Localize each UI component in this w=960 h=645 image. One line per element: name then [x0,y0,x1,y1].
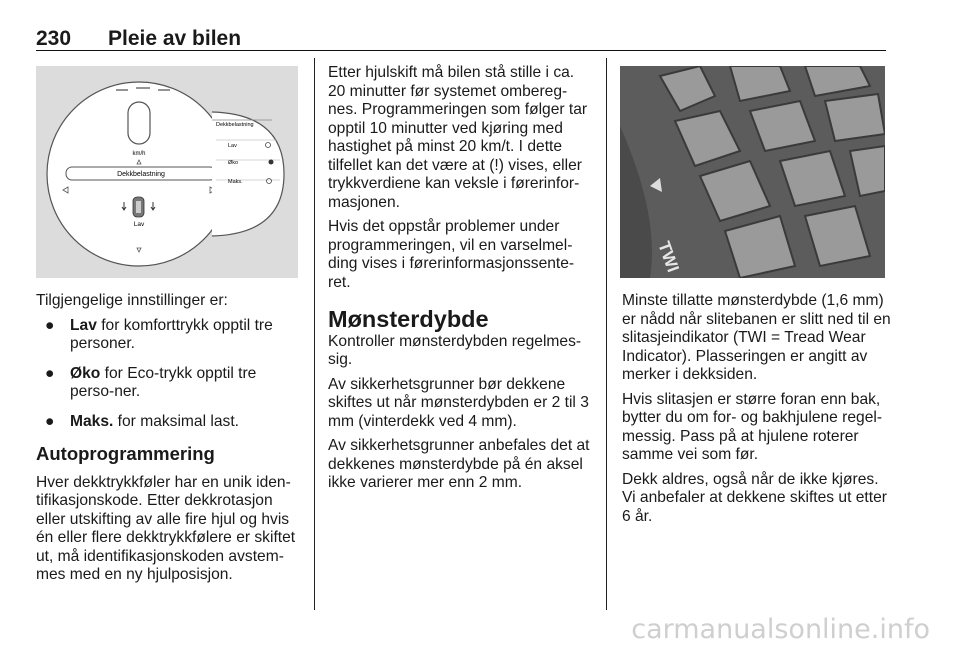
page-header [36,20,886,51]
autoprogrammering-paragraph: Hver dekktrykkføler har en unik iden-tifikasjonskode. Etter dekkrotasjon eller utskifting av alle fire hjul og hvis én eller flere dekktrykkfølere er skiftet ut, må identifikasjonskoden avstem-mes med en ny hjulposisjon. [36,473,296,583]
settings-intro: Tilgjengelige innstillinger er: [36,292,228,309]
rotation-paragraph: Hvis slitasjen er større foran enn bak, bytter du om for- og bakhjulene regel-messig. Pass på at hjulene roterer samme vei som før. [622,390,883,463]
speed-unit-label: km/h [132,151,146,157]
column-left [36,292,304,591]
current-setting-label: Lav [133,221,145,228]
bullet-term: Maks. [70,412,114,430]
tread-depth-heading: Mønsterdybde [328,306,489,332]
page-footer [0,612,960,645]
column-divider-right [606,58,607,610]
page-title: Pleie av bilen [108,27,242,50]
bullet-text: for maksimal last. [113,412,239,430]
tire-tread-illustration [620,66,885,278]
side-option-maks: Maks. [228,179,243,185]
side-menu-title: Dekkbelastning [216,122,254,128]
bullet-icon: ● [45,316,55,334]
side-option-oko: Øko [228,160,239,166]
settings-list [36,317,304,432]
column-right [622,292,892,532]
twi-marker-label: TWI [654,238,683,275]
menu-title-label: Dekkbelastning [117,171,165,178]
bullet-text: for komforttrykk opptil tre personer. [70,316,273,352]
tpms-display-figure [36,66,298,278]
tpms-display-illustration [36,66,298,278]
column-middle [328,64,593,499]
side-option-lav: Lav [228,143,237,149]
bullet-term: Øko [70,364,101,382]
page-number: 230 [36,27,72,50]
wheel-change-paragraph: Etter hjulskift må bilen stå stille i ca. 20 minutter før systemet ombereg-nes. Programmeringen som følger tar opptil 10 minutter ved kjøring med hastighet på minst 20 km/t. I dette tilfellet kan det være at (!) vises, eller trykkverdiene kan veksle i førerinfor-masjonen. [328,64,588,211]
list-item [36,317,304,354]
watermark-logo: carmanualsonline.info [631,614,930,645]
bullet-term: Lav [70,316,97,334]
programming-problem-paragraph: Hvis det oppstår problemer under programmeringen, vil en varselmel-ding vises i førerinformasjonssente-ret. [328,218,575,291]
bullet-text: for Eco-trykk opptil tre perso-ner. [70,364,257,400]
autoprogrammering-heading: Autoprogrammering [36,443,215,464]
twi-paragraph: Minste tillatte mønsterdybde (1,6 mm) er nådd når slitebanen er slitt ned til en slitasjeindikator (TWI = Tread Wear Indicator). Plasseringen er angitt av merker i dekksiden. [622,292,891,383]
tread-axle-paragraph: Av sikkerhetsgrunner anbefales det at dekkenes mønsterdybde på én aksel ikke varierer mer enn 2 mm. [328,437,590,491]
tire-age-paragraph: Dekk aldres, også når de ikke kjøres. Vi anbefaler at dekkene skiftes ut etter 6 år. [622,470,887,525]
tread-replace-paragraph: Av sikkerhetsgrunner bør dekkene skiftes ut når mønsterdybden er 2 til 3 mm (vinterdekk ved 4 mm). [328,375,589,430]
bullet-icon: ● [45,412,55,430]
list-item [36,365,304,402]
warning-symbol-icon: (!) [489,156,504,174]
bullet-icon: ● [45,364,55,382]
tire-tread-figure [620,66,885,278]
column-divider-left [314,58,315,610]
tread-check-paragraph: Kontroller mønsterdybden regelmes-sig. [328,332,582,368]
list-item [36,413,304,432]
